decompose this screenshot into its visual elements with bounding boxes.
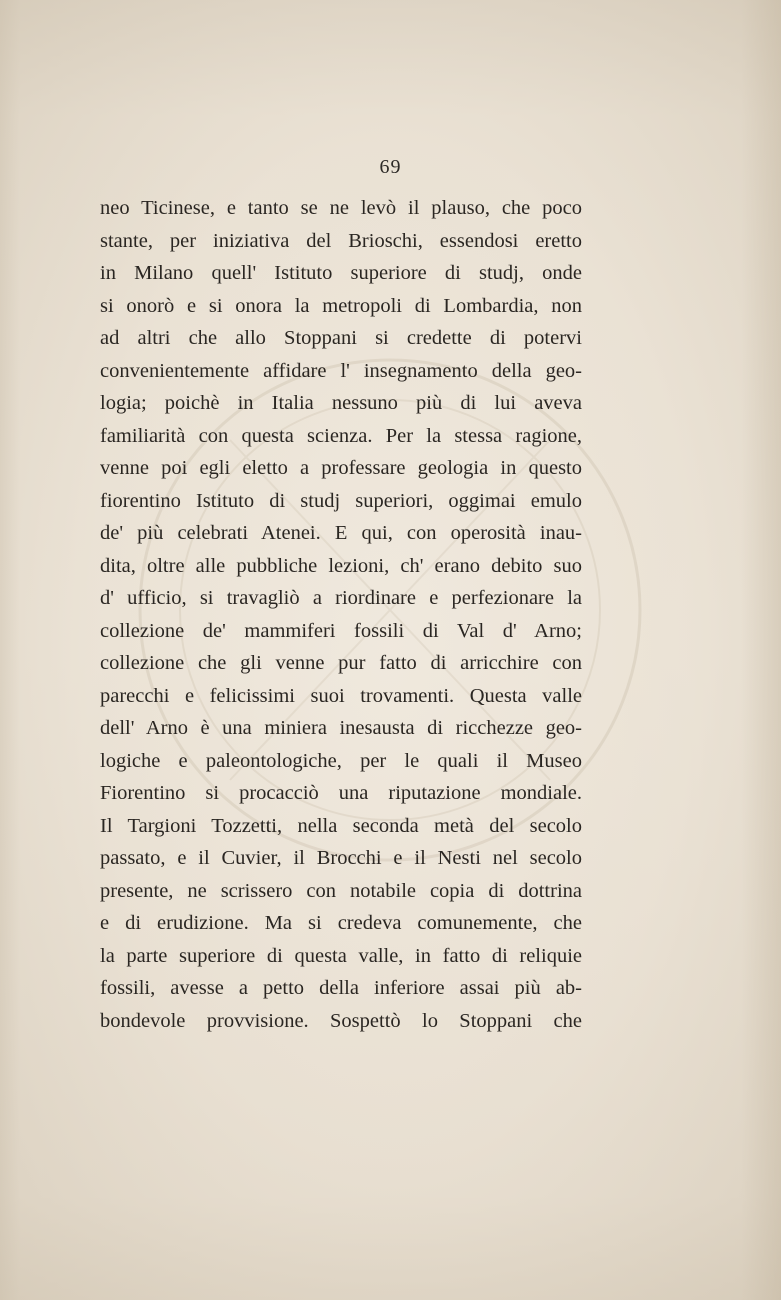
text-line: convenientemente affidare l' insegnamento della geo-	[100, 359, 582, 382]
text-line: in Milano quell' Istituto superiore di studj, onde	[100, 262, 582, 284]
text-line: presente, ne scrissero con notabile copia di dottrina	[100, 879, 582, 902]
text-line: Il Targioni Tozzetti, nella seconda metà del secolo	[100, 814, 582, 837]
page-left-shadow	[0, 0, 20, 1300]
text-line: la parte superiore di questa valle, in fatto di reliquie	[100, 944, 582, 967]
text-line: collezione de' mammiferi fossili di Val d' Arno;	[100, 619, 582, 642]
text-line: e di erudizione. Ma si credeva comunemente, che	[100, 912, 582, 934]
page-right-shadow	[741, 0, 781, 1300]
text-line: ad altri che allo Stoppani si credette di potervi	[100, 327, 582, 349]
page-number: 69	[379, 156, 402, 178]
text-line: fossili, avesse a petto della inferiore assai più ab-	[100, 977, 582, 999]
text-line: bondevole provvisione. Sospettò lo Stoppani che	[100, 1009, 582, 1032]
text-line: parecchi e felicissimi suoi trovamenti. Questa valle	[100, 684, 582, 707]
text-line: collezione che gli venne pur fatto di arricchire con	[100, 652, 582, 674]
text-line: de' più celebrati Atenei. E qui, con operosità inau-	[100, 522, 582, 544]
text-line: dell' Arno è una miniera inesausta di ricchezze geo-	[100, 717, 582, 739]
text-line: si onorò e si onora la metropoli di Lombardia, non	[100, 294, 582, 317]
text-line: d' ufficio, si travagliò a riordinare e perfezionare la	[100, 587, 582, 609]
text-line: venne poi egli eletto a professare geologia in questo	[100, 457, 582, 479]
text-line: neo Ticinese, e tanto se ne levò il plauso, che poco	[100, 197, 582, 219]
text-line: logiche e paleontologiche, per le quali il Museo	[100, 749, 582, 772]
text-line: passato, e il Cuvier, il Brocchi e il Nesti nel secolo	[100, 847, 582, 869]
text-line: stante, per iniziativa del Brioschi, essendosi eretto	[100, 229, 582, 252]
body-text	[100, 192, 582, 1037]
text-line: fiorentino Istituto di studj superiori, oggimai emulo	[100, 489, 582, 512]
text-line: familiarità con questa scienza. Per la stessa ragione,	[100, 424, 582, 447]
text-line: Fiorentino si procacciò una riputazione mondiale.	[100, 782, 582, 804]
text-line: dita, oltre alle pubbliche lezioni, ch' erano debito suo	[100, 554, 582, 577]
text-line: logia; poichè in Italia nessuno più di lui aveva	[100, 392, 582, 414]
